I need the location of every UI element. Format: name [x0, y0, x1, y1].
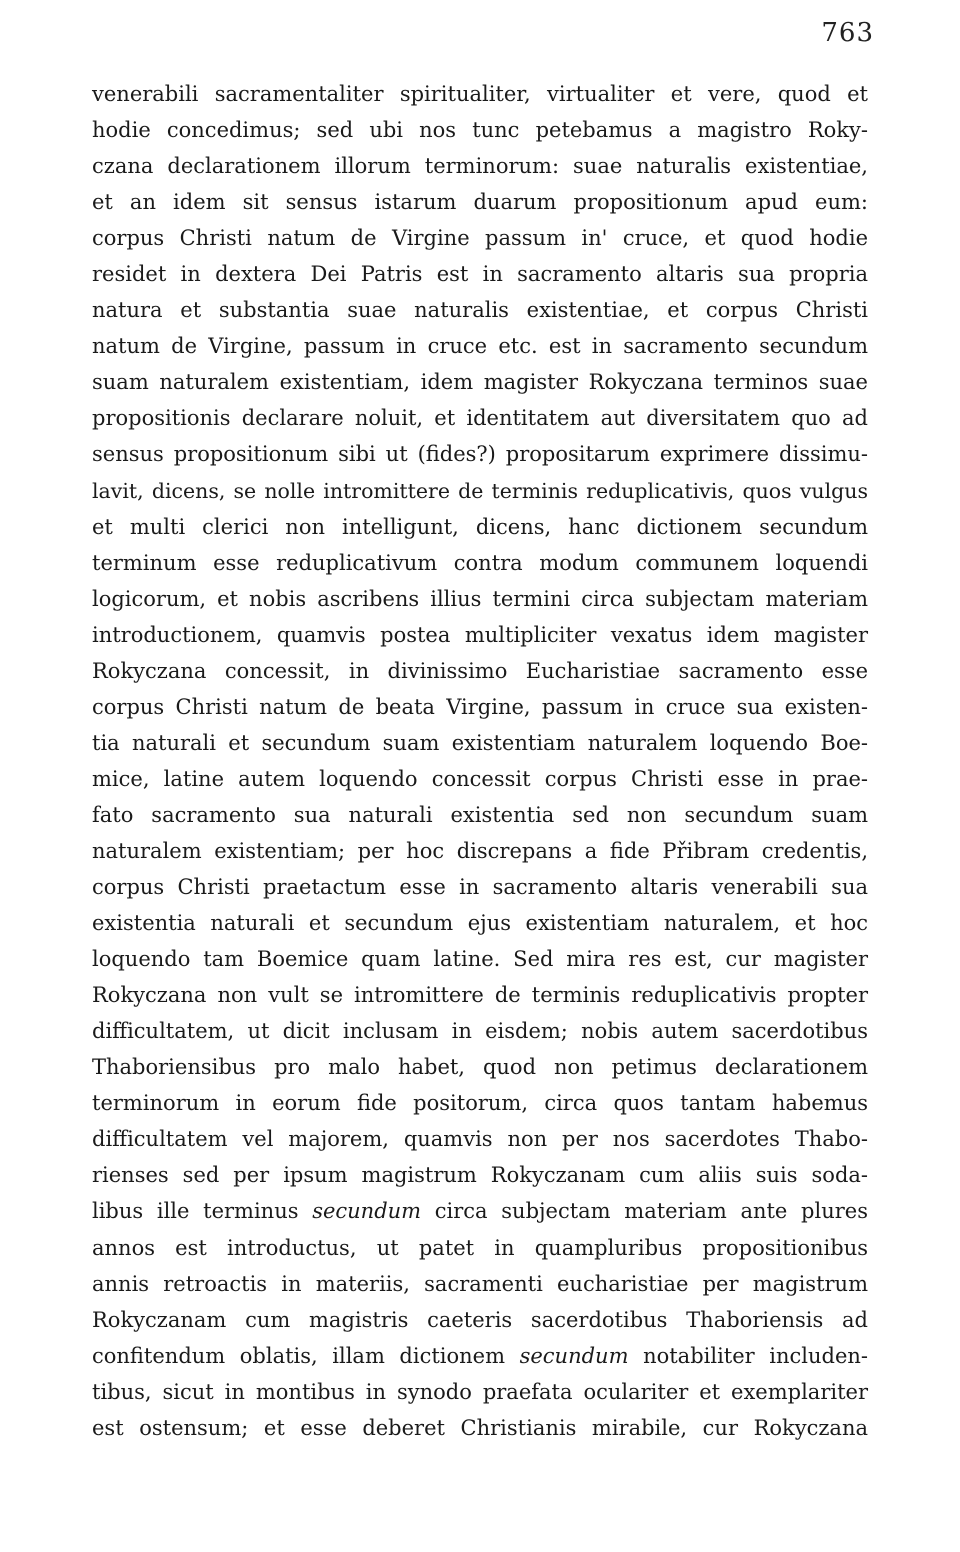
text-line: corpus Christi natum de Virgine passum in' cruce, et quod hodie: [92, 226, 868, 251]
text-line: logicorum, et nobis ascribens illius termini circa subjectam materiam: [92, 586, 868, 611]
text-line: czana declarationem illorum terminorum: suae naturalis existentiae,: [92, 154, 868, 179]
text-line: mice, latine autem loquendo concessit corpus Christi esse in prae-: [92, 766, 868, 791]
text-line: difficultatem vel majorem, quamvis non per nos sacerdotes Thabo-: [92, 1127, 868, 1152]
text-segment: confitendum oblatis, illam dictionem: [92, 1343, 520, 1368]
text-line: difficultatem, ut dicit inclusam in eisdem; nobis autem sacerdotibus: [92, 1019, 868, 1044]
text-line: residet in dextera Dei Patris est in sacramento altaris sua propria: [92, 262, 868, 287]
text-line: hodie concedimus; sed ubi nos tunc petebamus a magistro Roky-: [92, 118, 868, 143]
text-line: [92, 1338, 868, 1374]
text-line: Rokyczanam cum magistris caeteris sacerdotibus Thaboriensis ad: [92, 1307, 868, 1332]
body-text: [92, 76, 868, 1446]
text-line: tia naturali et secundum suam existentiam naturalem loquendo Boe-: [92, 730, 868, 755]
text-line: tibus, sicut in montibus in synodo praefata oculariter et exemplariter: [92, 1379, 868, 1404]
text-line: et an idem sit sensus istarum duarum propositionum apud eum:: [92, 190, 868, 215]
text-line: loquendo tam Boemice quam latine. Sed mira res est, cur magister: [92, 947, 868, 972]
text-line: natura et substantia suae naturalis existentiae, et corpus Christi: [92, 298, 868, 323]
text-line: rienses sed per ipsum magistrum Rokyczanam cum aliis suis soda-: [92, 1163, 868, 1188]
text-line: [92, 1193, 868, 1229]
italic-term: secundum: [312, 1199, 422, 1224]
text-line: corpus Christi natum de beata Virgine, passum in cruce sua existen-: [92, 694, 868, 719]
text-line: existentia naturali et secundum ejus existentiam naturalem, et hoc: [92, 911, 868, 936]
text-line: est ostensum; et esse deberet Christianis mirabile, cur Rokyczana: [92, 1415, 868, 1440]
text-line: natum de Virgine, passum in cruce etc. est in sacramento secundum: [92, 334, 868, 359]
text-line: Rokyczana non vult se intromittere de terminis reduplicativis propter: [92, 983, 868, 1008]
text-line: annis retroactis in materiis, sacramenti eucharistiae per magistrum: [92, 1271, 868, 1296]
text-line: naturalem existentiam; per hoc discrepans a fide Přibram credentis,: [92, 838, 868, 863]
italic-term: secundum: [519, 1343, 629, 1368]
text-line: terminorum in eorum fide positorum, circa quos tantam habemus: [92, 1091, 868, 1116]
text-line: annos est introductus, ut patet in quampluribus propositionibus: [92, 1235, 868, 1260]
page-number: 763: [821, 18, 874, 48]
text-line: propositionis declarare noluit, et identitatem aut diversitatem quo ad: [92, 406, 868, 431]
text-segment: libus ille terminus: [92, 1199, 313, 1224]
text-line: venerabili sacramentaliter spiritualiter, virtualiter et vere, quod et: [92, 82, 868, 106]
text-line: lavit, dicens, se nolle intromittere de terminis reduplicativis, quos vulgus: [92, 478, 868, 503]
text-line: corpus Christi praetactum esse in sacramento altaris venerabili sua: [92, 875, 868, 900]
text-line: terminum esse reduplicativum contra modum communem loquendi: [92, 550, 868, 575]
text-segment: circa subjectam materiam ante plures: [421, 1199, 868, 1224]
text-line: suam naturalem existentiam, idem magister Rokyczana terminos suae: [92, 370, 868, 395]
text-line: introductionem, quamvis postea multipliciter vexatus idem magister: [92, 622, 868, 647]
text-line: et multi clerici non intelligunt, dicens, hanc dictionem secundum: [92, 514, 868, 539]
text-line: sensus propositionum sibi ut (fides?) propositarum exprimere dissimu-: [92, 442, 868, 467]
text-segment: notabiliter includen-: [628, 1343, 868, 1368]
text-line: Thaboriensibus pro malo habet, quod non petimus declarationem: [92, 1055, 868, 1080]
text-line: Rokyczana concessit, in divinissimo Eucharistiae sacramento esse: [92, 658, 868, 683]
text-line: fato sacramento sua naturali existentia sed non secundum suam: [92, 802, 868, 827]
